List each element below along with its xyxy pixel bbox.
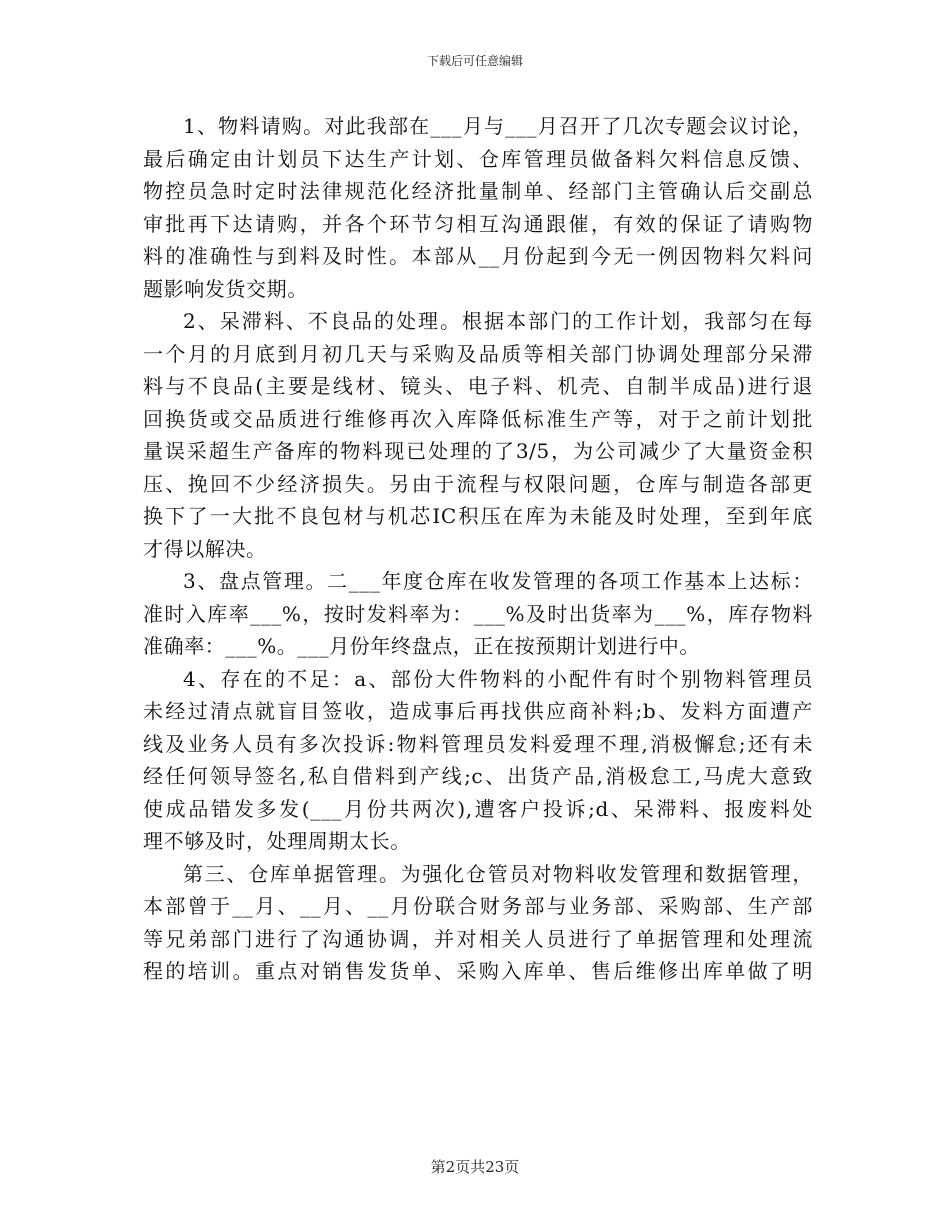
text-line: 料与不良品(主要是线材、镜头、电子料、机壳、自制半成品)进行退 <box>143 374 813 398</box>
paragraph-material-purchase <box>143 110 813 305</box>
text-line: 等兄弟部门进行了沟通协调，并对相关人员进行了单据管理和处理流 <box>143 926 813 951</box>
text-line: 理不够及时，处理周期太长。 <box>143 829 411 853</box>
text-line: 换下了一大批不良包材与机芯IC积压在库为未能及时处理，至到年底 <box>143 504 813 528</box>
paragraph-document-management <box>143 858 813 988</box>
text-line: 准确率：___%。___月份年终盘点，正在按预期计划进行中。 <box>143 634 701 658</box>
text-line: 才得以解决。 <box>143 536 267 561</box>
text-line: 4、存在的不足：a、部份大件物料的小配件有时个别物料管理员 <box>183 666 813 691</box>
text-line: 1、物料请购。对此我部在___月与___月召开了几次专题会议讨论， <box>183 114 813 138</box>
text-line: 审批再下达请购，并各个环节匀相互沟通跟催，有效的保证了请购物 <box>143 211 813 236</box>
text-line: 线及业务人员有多次投诉:物料管理员发料爱理不理,消极懈怠;还有未 <box>143 731 813 756</box>
text-line: 3、盘点管理。二___年度仓库在收发管理的各项工作基本上达标： <box>183 569 813 593</box>
text-line: 最后确定由计划员下达生产计划、仓库管理员做备料欠料信息反馈、 <box>143 146 813 171</box>
text-line: 压、挽回不少经济损失。另由于流程与权限问题，仓库与制造各部更 <box>143 471 813 496</box>
text-line: 料的准确性与到料及时性。本部从__月份起到今无一例因物料欠料问 <box>143 244 813 268</box>
text-line: 2、呆滞料、不良品的处理。根据本部门的工作计划，我部匀在每 <box>183 309 813 333</box>
text-line: 程的培训。重点对销售发货单、采购入库单、售后维修出库单做了明 <box>143 959 813 983</box>
page-number-footer: 第2页共23页 <box>430 1158 520 1176</box>
text-line: 第三、仓库单据管理。为强化仓管员对物料收发管理和数据管理， <box>183 861 813 886</box>
paragraph-shortcomings <box>143 663 813 858</box>
text-line: 经任何领导签名,私自借料到产线;c、出货产品,消极怠工,马虎大意致 <box>143 764 813 788</box>
text-line: 使成品错发多发(___月份共两次),遭客户投诉;d、呆滞料、报废料处 <box>143 796 813 821</box>
text-line: 本部曾于__月、__月、__月份联合财务部与业务部、采购部、生产部 <box>143 894 813 918</box>
text-line: 一个月的月底到月初几天与采购及品质等相关部门协调处理部分呆滞 <box>143 341 813 366</box>
text-line: 回换货或交品质进行维修再次入库降低标准生产等，对于之前计划批 <box>143 406 813 431</box>
page-header: 下载后可任意编辑 <box>426 54 523 68</box>
paragraph-inventory-management <box>143 565 813 663</box>
text-line: 未经过清点就盲目签收，造成事后再找供应商补料;b、发料方面遭产 <box>143 699 813 723</box>
text-line: 物控员急时定时法律规范化经济批量制单、经部门主管确认后交副总 <box>143 179 813 203</box>
text-line: 准时入库率___%，按时发料率为：___%及时出货率为___%，库存物料 <box>143 601 813 626</box>
paragraph-slow-moving-defective <box>143 305 813 565</box>
text-line: 量误采超生产备库的物料现已处理的了3/5，为公司减少了大量资金积 <box>143 439 813 463</box>
text-line: 题影响发货交期。 <box>143 276 308 301</box>
document-body <box>143 110 813 988</box>
